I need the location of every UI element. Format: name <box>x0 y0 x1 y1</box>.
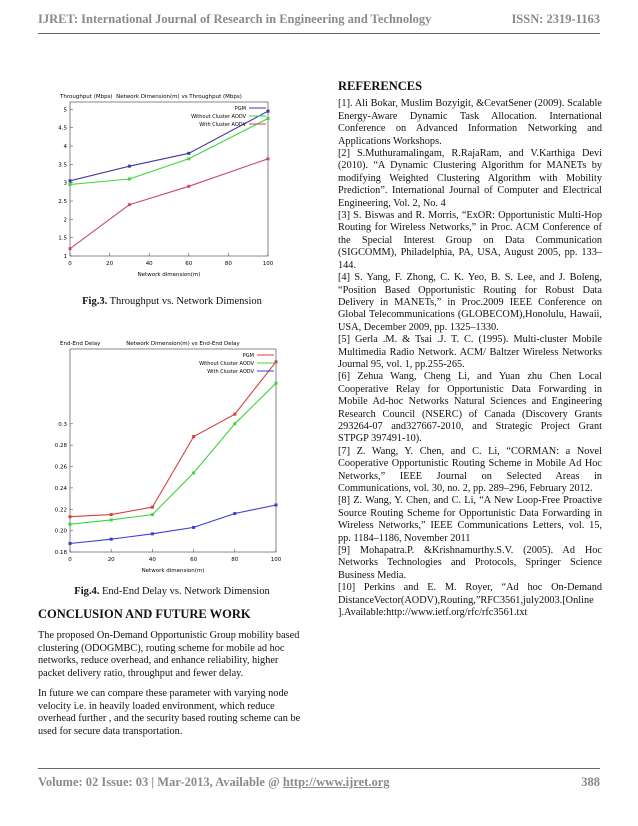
x-axis-label: Network dimension(m) <box>141 568 205 574</box>
data-point <box>192 435 195 438</box>
conclusion-paragraph-1: The proposed On-Demand Opportunistic Group mobility based clustering (ODOGMBC), routing scheme for mobile ad hoc networks, reduce overhead, and enhance reliability, higher packet delivery ratio, throughput and fewer delay. <box>38 630 300 679</box>
data-point <box>233 512 236 515</box>
throughput-chart <box>58 86 288 276</box>
references-section <box>338 80 602 619</box>
y-axis-label: End-End Delay <box>60 341 101 347</box>
chart-title: Network Dimension(m) vs End-End Delay <box>126 341 240 347</box>
data-point <box>110 538 113 541</box>
data-point <box>110 518 113 521</box>
series-line <box>70 159 268 249</box>
y-tick-label: 3 <box>63 180 67 187</box>
reference-item: [9] Mohapatra.P. &Krishnamurthy.S.V. (2005). Ad Hoc Networks Technologies and Protocols, Springer Science Business Media. <box>338 545 602 581</box>
footer-rule <box>38 768 600 769</box>
page-header <box>38 10 600 32</box>
data-point <box>275 503 278 506</box>
y-axis-label: Throughput (Mbps) <box>60 94 113 100</box>
reference-item: [4] S. Yang, F. Zhong, C. K. Yeo, B. S. Lee, and J. Boleng, “Position Based Opportunistic Routing for Robust Data Delivery in MANETs,” in Proc.2009 IEEE Conference on Global Telecommunications (GLOBECOM),Honolulu, Hawaii, USA, December 2009, pp. 1325–1330. <box>338 272 602 333</box>
conclusion-title: CONCLUSION AND FUTURE WORK <box>38 607 251 621</box>
x-tick-label: 40 <box>148 557 156 563</box>
delay-chart-svg <box>54 327 288 574</box>
reference-item: [1]. Ali Bokar, Muslim Bozyigit, &CevatSener (2009). Scalable Energy-Aware Dynamic Task Allocation. International Conference on Advanced Information Networking and Applications Workshops. <box>338 98 602 147</box>
y-tick-label: 0.3 <box>58 421 67 428</box>
reference-item: [7] Z. Wang, Y. Chen, and C. Li, “CORMAN: a Novel Cooperative Opportunistic Routing Scheme in Mobile Ad Hoc Networks,” IEEE Journal on Selected Areas in Communications, vol. 30, no. 2, pp. 289–296, February 2012. <box>338 445 602 494</box>
x-tick-label: 100 <box>270 557 282 563</box>
data-point <box>128 165 131 168</box>
footer-volume <box>38 775 390 790</box>
data-point <box>267 110 270 113</box>
data-point <box>151 532 154 535</box>
data-point <box>69 523 72 526</box>
journal-title: IJRET: International Journal of Research in Engineering and Technology <box>38 12 432 26</box>
fig3-caption <box>38 296 306 307</box>
data-point <box>69 542 72 545</box>
journal-link[interactable]: http://www.ijret.org <box>282 775 390 789</box>
x-tick-label: 80 <box>224 261 232 267</box>
legend-entry: PGM <box>234 106 246 112</box>
legend-entry: With Cluster AODV <box>207 369 254 375</box>
data-point <box>233 422 236 425</box>
series-line <box>70 383 276 524</box>
data-point <box>275 360 278 363</box>
x-tick-label: 60 <box>185 261 193 267</box>
reference-item: [10] Perkins and E. M. Royer, “Ad hoc On-Demand DistanceVector(AODV),Routing,”RFC3561,july2003.[Online ].Available:http://www.ietf.org/rfc/rfc3561.txt <box>338 582 602 619</box>
fig4-caption <box>38 586 306 597</box>
x-tick-label: 100 <box>262 261 274 267</box>
y-tick-label: 0.26 <box>54 464 67 471</box>
y-tick-label: 0.18 <box>54 550 67 556</box>
data-point <box>128 178 131 181</box>
data-point <box>69 247 72 250</box>
throughput-chart-svg <box>58 86 288 276</box>
y-tick-label: 4.5 <box>58 125 67 132</box>
reference-item: [5] Gerla .M. & Tsai .J. T. C. (1995). Multi-cluster Mobile Multimedia Radio Network. ACM/ Baltzer Wireless Networks Journal 95, vol. 1, pp.255-265. <box>338 334 602 370</box>
y-tick-label: 1.5 <box>58 235 67 242</box>
y-tick-label: 2 <box>63 217 67 224</box>
y-tick-label: 0.20 <box>54 528 67 535</box>
x-tick-label: 0 <box>68 557 72 563</box>
x-tick-label: 80 <box>231 557 239 563</box>
page-footer <box>38 775 600 793</box>
reference-item: [8] Z. Wang, Y. Chen, and C. Li, “A New Loop-Free Proactive Source Routing Scheme for Opportunistic Data Forwarding in Wireless Networks,” IEEE Communications Letters, vol. 15, pp. 1184–1186, November 2011 <box>338 495 602 544</box>
data-point <box>192 526 195 529</box>
data-point <box>69 179 72 182</box>
references-title: REFERENCES <box>338 79 423 93</box>
reference-item: [2] S.Muthuramalingam, R.RajaRam, and V.Karthiga Devi (2010). “A Dynamic Clustering Algorithm for MANETs by modifying Weighted Clustering Algorithm with Mobility Prediction”. International Journal of Computer and Electrical Engineering, Vol. 2, No. 4 <box>338 148 602 209</box>
x-tick-label: 20 <box>106 261 114 267</box>
legend-entry: Without Cluster AODV <box>199 361 254 367</box>
y-tick-label: 5 <box>63 107 67 114</box>
data-point <box>151 513 154 516</box>
header-rule <box>38 33 600 34</box>
y-tick-label: 2.5 <box>58 199 67 205</box>
data-point <box>233 413 236 416</box>
y-tick-label: 0.28 <box>54 443 67 450</box>
plot-frame <box>70 349 276 552</box>
legend-entry: With Cluster AODV <box>199 122 246 128</box>
data-point <box>267 117 270 120</box>
reference-item: [3] S. Biswas and R. Morris, “ExOR: Opportunistic Multi-Hop Routing for Wireless Networks,” in Proc. ACM Conference of the Special Interest Group on Data Communication (SIGCOMM), Philadelphia, PA, USA, August 2005, pp. 133–144. <box>338 210 602 271</box>
fig3-label: Fig.3. <box>82 296 108 307</box>
legend-entry: Without Cluster AODV <box>191 114 246 120</box>
data-point <box>187 152 190 155</box>
fig4-label: Fig.4. <box>74 586 100 597</box>
data-point <box>128 203 131 206</box>
x-tick-label: 60 <box>190 557 198 563</box>
x-tick-label: 20 <box>107 557 115 563</box>
footer-volume-text: Volume: 02 Issue: 03 | Mar-2013, Available @ <box>38 775 283 789</box>
conclusion-paragraph-2: In future we can compare these parameter with varying node velocity i.e. in heavily loaded environment, which reduce overhead further , and the security based routing scheme can be used for secure data transportation. <box>38 688 301 737</box>
delay-chart <box>54 327 288 574</box>
series-line <box>70 119 268 185</box>
x-tick-label: 40 <box>145 261 153 267</box>
y-tick-label: 4 <box>63 144 67 150</box>
y-tick-label: 3.5 <box>58 162 67 169</box>
data-point <box>275 382 278 385</box>
fig3-text: Throughput vs. Network Dimension <box>107 296 262 307</box>
data-point <box>267 157 270 160</box>
data-point <box>69 183 72 186</box>
fig4-text: End-End Delay vs. Network Dimension <box>99 586 270 597</box>
y-tick-label: 1 <box>63 254 67 260</box>
data-point <box>192 471 195 474</box>
reference-item: [6] Zehua Wang, Cheng Li, and Yuan zhu Chen Local Cooperative Relay for Opportunistic Data Forwarding in Mobile Ad-hoc Networks Natural Sciences and Engineering Research Council (NSERC) of Canada (Discovery Grants 293264-07 and327667-2010, and Strategic Project Grant STPGP 397491-10). <box>338 371 602 445</box>
data-point <box>110 513 113 516</box>
y-tick-label: 0.24 <box>54 485 67 492</box>
data-point <box>187 157 190 160</box>
data-point <box>69 515 72 518</box>
y-tick-label: 0.22 <box>54 507 67 514</box>
chart-title: Network Dimension(m) vs Throughput (Mbps) <box>116 94 242 100</box>
issn: ISSN: 2319-1163 <box>511 12 600 26</box>
data-point <box>187 185 190 188</box>
x-tick-label: 0 <box>68 261 72 267</box>
x-axis-label: Network dimension(m) <box>137 272 201 278</box>
series-line <box>70 505 276 544</box>
data-point <box>151 506 154 509</box>
page-number: 388 <box>581 775 600 789</box>
legend-entry: PGM <box>242 353 254 359</box>
